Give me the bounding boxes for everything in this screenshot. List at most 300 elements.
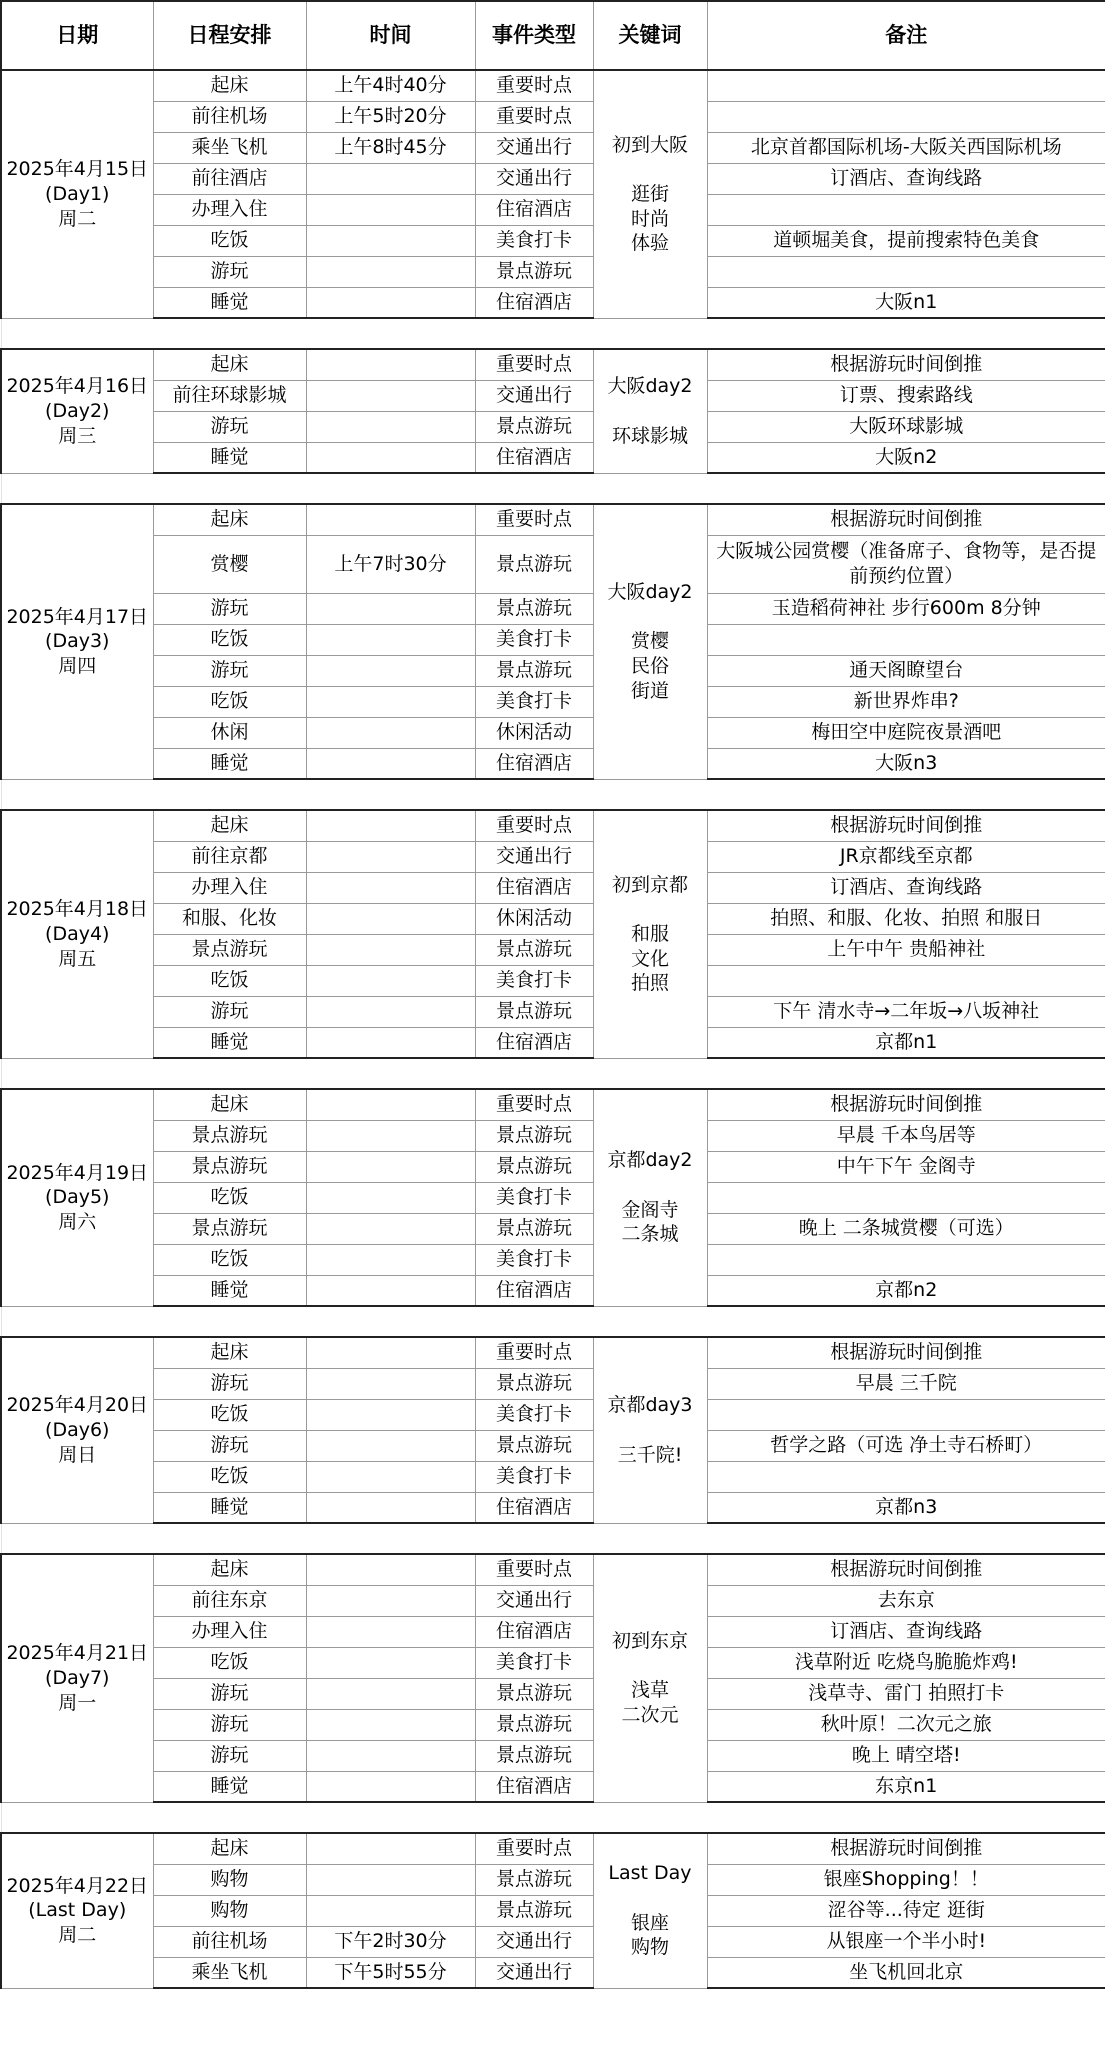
activity-cell: 游玩 [153,1740,306,1771]
table-row [1,1089,1105,1120]
table-row [1,624,1105,655]
note-cell [707,1275,1105,1306]
table-row [1,717,1105,748]
header-activity: 日程安排 [153,1,306,70]
activity-cell: 起床 [153,504,306,535]
table-row [1,841,1105,872]
event-type-cell: 交通出行 [475,1926,593,1957]
spacer-cell [1,1058,1105,1089]
date-line: 周二 [58,207,97,230]
time-cell [306,1709,475,1740]
time-cell [306,810,475,841]
note-text: 订酒店、查询线路 [830,167,983,190]
note-text: 坐飞机回北京 [849,1960,964,1983]
event-type-cell: 景点游玩 [475,1864,593,1895]
keyword-line: Last Day [608,1862,692,1885]
keyword-line [594,1173,707,1198]
note-cell [707,1151,1105,1182]
time-cell [306,411,475,442]
time-cell [306,872,475,903]
header-row [1,1,1105,70]
day-spacer [1,1058,1105,1089]
activity-cell: 吃饭 [153,1244,306,1275]
table-row [1,287,1105,318]
table-row [1,1616,1105,1647]
event-type-cell: 景点游玩 [475,256,593,287]
note-cell [707,1337,1105,1368]
table-row [1,1213,1105,1244]
note-cell [707,380,1105,411]
keyword-line: 拍照 [630,972,669,995]
table-row [1,1120,1105,1151]
date-line: 周四 [58,655,97,678]
activity-cell: 购物 [153,1864,306,1895]
activity-cell: 前往机场 [153,1926,306,1957]
activity-cell: 吃饭 [153,1182,306,1213]
event-type-cell: 交通出行 [475,380,593,411]
event-type-cell: 美食打卡 [475,1182,593,1213]
activity-cell: 游玩 [153,1430,306,1461]
event-type-cell: 重要时点 [475,70,593,101]
note-cell [707,872,1105,903]
table-row [1,1926,1105,1957]
note-cell [707,225,1105,256]
date-line: 2025年4月16日 [6,375,149,398]
table-row [1,1585,1105,1616]
note-cell [707,1895,1105,1926]
day-spacer [1,779,1105,810]
table-row [1,1027,1105,1058]
event-type-cell: 景点游玩 [475,1895,593,1926]
time-cell [306,1771,475,1802]
event-type-cell: 住宿酒店 [475,748,593,779]
activity-cell: 吃饭 [153,225,306,256]
note-text: 大阪n1 [875,290,938,313]
date-line: 周一 [58,1691,97,1714]
note-text: 根据游玩时间倒推 [830,1837,983,1860]
event-type-cell: 交通出行 [475,163,593,194]
note-text: 银座Shopping！！ [823,1868,989,1891]
activity-cell: 起床 [153,810,306,841]
keyword-line: 环球影城 [611,424,688,447]
time-cell [306,225,475,256]
note-cell [707,442,1105,473]
event-type-cell: 美食打卡 [475,624,593,655]
time-cell [306,504,475,535]
keyword-line: 购物 [630,1936,669,1959]
table-row [1,163,1105,194]
activity-cell: 乘坐飞机 [153,1957,306,1988]
activity-cell: 起床 [153,1833,306,1864]
note-text: 浅草寺、雷门 拍照打卡 [808,1682,1005,1705]
note-cell [707,1554,1105,1585]
event-type-cell: 景点游玩 [475,593,593,624]
event-type-cell: 美食打卡 [475,686,593,717]
date-line: (Day7) [45,1666,110,1689]
time-cell [306,349,475,380]
event-type-cell: 景点游玩 [475,934,593,965]
keyword-line: 初到东京 [611,1629,688,1652]
table-row [1,1151,1105,1182]
activity-cell: 景点游玩 [153,1213,306,1244]
activity-cell: 和服、化妆 [153,903,306,934]
keyword-line: 体验 [630,232,669,255]
note-text: 大阪n2 [875,445,938,468]
date-line: 2025年4月17日 [6,605,149,628]
time-cell [306,163,475,194]
note-text: 订票、搜索路线 [839,384,973,407]
time-cell [306,1275,475,1306]
time-cell [306,996,475,1027]
time-cell [306,1461,475,1492]
keyword-line: 和服 [630,922,669,945]
date-line: 2025年4月15日 [6,158,149,181]
day-spacer [1,473,1105,504]
keyword-line: 大阪day2 [607,581,693,604]
table-row [1,872,1105,903]
note-text: 根据游玩时间倒推 [830,814,983,837]
date-line: 2025年4月19日 [6,1161,149,1184]
activity-cell: 睡觉 [153,1771,306,1802]
note-cell [707,1585,1105,1616]
time-cell [306,1182,475,1213]
table-row [1,70,1105,101]
note-cell [707,1027,1105,1058]
note-text: 秋叶原！二次元之旅 [820,1713,992,1736]
note-cell [707,1740,1105,1771]
activity-cell: 睡觉 [153,1275,306,1306]
keyword-cell [593,1337,707,1523]
note-cell [707,1461,1105,1492]
table-row [1,1275,1105,1306]
time-cell [306,380,475,411]
event-type-cell: 重要时点 [475,1337,593,1368]
time-cell [306,593,475,624]
time-cell: 下午5时55分 [306,1957,475,1988]
note-text: 从银座一个半小时! [826,1930,987,1953]
activity-cell: 游玩 [153,256,306,287]
header-event-type: 事件类型 [475,1,593,70]
note-text: 北京首都国际机场-大阪关西国际机场 [750,136,1062,159]
activity-cell: 游玩 [153,996,306,1027]
keyword-line [594,1418,707,1443]
note-text: 梅田空中庭院夜景酒吧 [811,721,1002,744]
time-cell [306,624,475,655]
note-cell [707,163,1105,194]
time-cell [306,1399,475,1430]
note-text: 下午 清水寺→二年坂→八坂神社 [773,1000,1040,1023]
note-text: 拍照、和服、化妆、拍照 和服日 [770,907,1043,930]
table-row [1,1771,1105,1802]
note-cell [707,1244,1105,1275]
table-row [1,593,1105,624]
date-line: 周日 [58,1443,97,1466]
time-cell [306,1492,475,1523]
activity-cell: 办理入住 [153,872,306,903]
event-type-cell: 重要时点 [475,504,593,535]
activity-cell: 赏樱 [153,535,306,593]
note-cell [707,1089,1105,1120]
note-cell [707,748,1105,779]
time-cell [306,1833,475,1864]
event-type-cell: 景点游玩 [475,1213,593,1244]
time-cell [306,717,475,748]
note-cell [707,686,1105,717]
day-spacer [1,1802,1105,1833]
activity-cell: 景点游玩 [153,934,306,965]
event-type-cell: 景点游玩 [475,1120,593,1151]
spacer-cell [1,779,1105,810]
event-type-cell: 美食打卡 [475,1399,593,1430]
keyword-line [594,897,707,922]
table-row [1,225,1105,256]
note-cell [707,1182,1105,1213]
note-cell [707,1647,1105,1678]
event-type-cell: 住宿酒店 [475,1771,593,1802]
keyword-cell [593,1833,707,1988]
activity-cell: 吃饭 [153,1399,306,1430]
table-row [1,1244,1105,1275]
keyword-cell [593,1554,707,1802]
header-date: 日期 [1,1,153,70]
date-cell [1,1337,153,1523]
event-type-cell: 美食打卡 [475,225,593,256]
event-type-cell: 景点游玩 [475,411,593,442]
note-text: 浅草附近 吃烧鸟脆脆炸鸡! [794,1651,1018,1674]
event-type-cell: 重要时点 [475,810,593,841]
table-row [1,535,1105,593]
activity-cell: 睡觉 [153,287,306,318]
event-type-cell: 景点游玩 [475,1151,593,1182]
note-cell [707,934,1105,965]
time-cell [306,934,475,965]
table-row [1,1182,1105,1213]
note-text: 早晨 三千院 [855,1372,957,1395]
activity-cell: 起床 [153,1554,306,1585]
date-cell [1,70,153,318]
time-cell: 下午2时30分 [306,1926,475,1957]
keyword-line: 街道 [630,679,669,702]
date-cell [1,1554,153,1802]
keyword-line [594,1654,707,1679]
header-notes: 备注 [707,1,1105,70]
date-line: (Last Day) [28,1899,127,1922]
table-row [1,748,1105,779]
time-cell [306,1244,475,1275]
time-cell [306,1120,475,1151]
keyword-line: 时尚 [630,207,669,230]
date-line: 周二 [58,1924,97,1947]
event-type-cell: 重要时点 [475,1554,593,1585]
table-row [1,1430,1105,1461]
table-row [1,1399,1105,1430]
keyword-line: 初到京都 [611,873,688,896]
keyword-line: 民俗 [630,655,669,678]
keyword-line: 银座 [630,1911,669,1934]
note-cell [707,535,1105,593]
note-cell [707,1616,1105,1647]
activity-cell: 前往东京 [153,1585,306,1616]
time-cell [306,1647,475,1678]
note-cell [707,1864,1105,1895]
note-text: 上午中午 贵船神社 [827,938,986,961]
table-row [1,380,1105,411]
time-cell [306,655,475,686]
activity-cell: 起床 [153,1089,306,1120]
event-type-cell: 重要时点 [475,101,593,132]
note-text: 玉造稻荷神社 步行600m 8分钟 [771,597,1041,620]
time-cell [306,1864,475,1895]
activity-cell: 吃饭 [153,624,306,655]
activity-cell: 睡觉 [153,1027,306,1058]
date-line: (Day1) [45,182,110,205]
time-cell [306,1151,475,1182]
table-row [1,504,1105,535]
keyword-line: 京都day3 [607,1394,693,1417]
note-cell [707,70,1105,101]
note-cell [707,1957,1105,1988]
table-row [1,655,1105,686]
table-row [1,194,1105,225]
note-cell [707,132,1105,163]
day-spacer [1,1306,1105,1337]
note-cell [707,593,1105,624]
event-type-cell: 美食打卡 [475,1461,593,1492]
day-spacer [1,318,1105,349]
activity-cell: 游玩 [153,1368,306,1399]
time-cell [306,748,475,779]
event-type-cell: 景点游玩 [475,535,593,593]
table-row [1,1957,1105,1988]
note-cell [707,841,1105,872]
activity-cell: 办理入住 [153,1616,306,1647]
note-cell [707,810,1105,841]
table-row [1,686,1105,717]
time-cell [306,287,475,318]
note-text: 东京n1 [875,1774,938,1797]
event-type-cell: 交通出行 [475,132,593,163]
date-line: 周五 [58,947,97,970]
activity-cell: 起床 [153,70,306,101]
table-row [1,1678,1105,1709]
note-cell [707,717,1105,748]
event-type-cell: 住宿酒店 [475,287,593,318]
note-text: 根据游玩时间倒推 [830,1093,983,1116]
table-row [1,1554,1105,1585]
note-text: 大阪环球影城 [849,415,964,438]
table-row [1,1368,1105,1399]
event-type-cell: 景点游玩 [475,655,593,686]
note-text: 根据游玩时间倒推 [830,1341,983,1364]
note-text: 京都n1 [875,1030,938,1053]
keyword-line: 二次元 [621,1703,679,1726]
activity-cell: 景点游玩 [153,1120,306,1151]
table-row [1,411,1105,442]
spacer-cell [1,1306,1105,1337]
note-cell [707,287,1105,318]
keyword-cell [593,810,707,1058]
date-line: 周三 [58,424,97,447]
keyword-cell [593,1089,707,1306]
time-cell [306,1337,475,1368]
event-type-cell: 住宿酒店 [475,1492,593,1523]
table-row [1,810,1105,841]
note-cell [707,1926,1105,1957]
table-row [1,965,1105,996]
table-row [1,1833,1105,1864]
activity-cell: 游玩 [153,1678,306,1709]
keyword-cell [593,504,707,779]
keyword-line: 京都day2 [607,1149,693,1172]
keyword-line [594,399,707,424]
date-line: (Day6) [45,1418,110,1441]
note-text: 大阪n3 [875,751,938,774]
table-row [1,1709,1105,1740]
event-type-cell: 住宿酒店 [475,194,593,225]
keyword-cell [593,349,707,473]
activity-cell: 吃饭 [153,965,306,996]
note-cell [707,1492,1105,1523]
activity-cell: 景点游玩 [153,1151,306,1182]
event-type-cell: 休闲活动 [475,717,593,748]
note-text: 晚上 二条城赏樱（可选） [798,1217,1014,1240]
event-type-cell: 住宿酒店 [475,1027,593,1058]
activity-cell: 休闲 [153,717,306,748]
note-cell [707,624,1105,655]
note-cell [707,1368,1105,1399]
keyword-line: 二条城 [621,1223,679,1246]
time-cell: 上午8时45分 [306,132,475,163]
date-line: (Day4) [45,922,110,945]
time-cell [306,1089,475,1120]
date-line: 2025年4月18日 [6,898,149,921]
note-text: 晚上 晴空塔! [851,1744,961,1767]
time-cell: 上午7时30分 [306,535,475,593]
table-row [1,349,1105,380]
activity-cell: 前往京都 [153,841,306,872]
note-cell [707,1399,1105,1430]
time-cell [306,1430,475,1461]
note-cell [707,1120,1105,1151]
date-line: 周六 [58,1211,97,1234]
time-cell [306,1585,475,1616]
table-row [1,934,1105,965]
activity-cell: 吃饭 [153,1461,306,1492]
header-time: 时间 [306,1,475,70]
table-row [1,1740,1105,1771]
time-cell: 上午4时40分 [306,70,475,101]
activity-cell: 乘坐飞机 [153,132,306,163]
table-row [1,996,1105,1027]
note-cell [707,1213,1105,1244]
event-type-cell: 景点游玩 [475,1709,593,1740]
event-type-cell: 交通出行 [475,841,593,872]
note-text: 根据游玩时间倒推 [830,508,983,531]
note-cell [707,655,1105,686]
activity-cell: 前往环球影城 [153,380,306,411]
note-cell [707,1833,1105,1864]
note-cell [707,411,1105,442]
activity-cell: 前往机场 [153,101,306,132]
time-cell [306,194,475,225]
date-line: (Day2) [45,399,110,422]
date-cell [1,1833,153,1988]
activity-cell: 游玩 [153,1709,306,1740]
event-type-cell: 美食打卡 [475,1244,593,1275]
note-cell [707,101,1105,132]
table-row [1,1492,1105,1523]
event-type-cell: 住宿酒店 [475,1616,593,1647]
